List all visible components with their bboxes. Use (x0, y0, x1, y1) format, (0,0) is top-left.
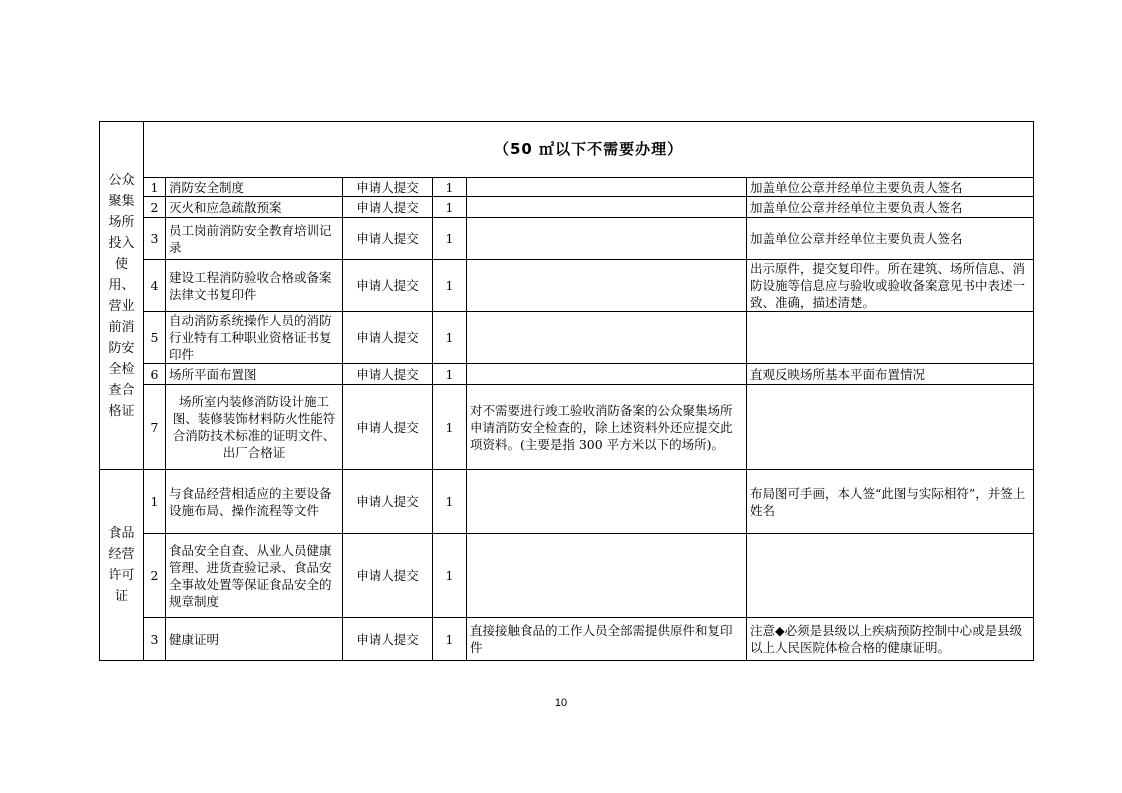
table-row (100, 312, 1034, 364)
category-food-license: 食品经营许可证 (100, 470, 144, 661)
row-number: 4 (144, 260, 166, 312)
table-row (100, 218, 1034, 260)
copy-count: 1 (433, 364, 467, 385)
material-name: 自动消防系统操作人员的消防行业特有工种职业资格证书复印件 (166, 312, 343, 364)
requirement (467, 470, 747, 534)
requirement (467, 534, 747, 618)
submitter: 申请人提交 (343, 364, 433, 385)
requirements-table (99, 121, 1034, 661)
material-name: 建设工程消防验收合格或备案法律文书复印件 (166, 260, 343, 312)
requirement: 直接接触食品的工作人员全部需提供原件和复印件 (467, 618, 747, 661)
row-number: 3 (144, 618, 166, 661)
remark: 出示原件，提交复印件。所在建筑、场所信息、消防设施等信息应与验收或验收备案意见书中表述一致、准确，描述清楚。 (747, 260, 1034, 312)
remark (747, 534, 1034, 618)
copy-count: 1 (433, 385, 467, 470)
row-number: 7 (144, 385, 166, 470)
row-number: 5 (144, 312, 166, 364)
copy-count: 1 (433, 618, 467, 661)
copy-count: 1 (433, 178, 467, 197)
requirement (467, 197, 747, 218)
table-row (100, 364, 1034, 385)
copy-count: 1 (433, 470, 467, 534)
table-row (100, 178, 1034, 197)
requirement (467, 218, 747, 260)
submitter: 申请人提交 (343, 260, 433, 312)
submitter: 申请人提交 (343, 218, 433, 260)
requirement: 对不需要进行竣工验收消防备案的公众聚集场所申请消防安全检查的，除上述资料外还应提交此项资料。(主要是指 300 平方米以下的场所)。 (467, 385, 747, 470)
table-row (100, 534, 1034, 618)
remark (747, 385, 1034, 470)
requirement (467, 364, 747, 385)
page-number: 10 (554, 697, 568, 709)
table-row (100, 260, 1034, 312)
copy-count: 1 (433, 197, 467, 218)
copy-count: 1 (433, 260, 467, 312)
material-name: 员工岗前消防安全教育培训记录 (166, 218, 343, 260)
submitter: 申请人提交 (343, 618, 433, 661)
remark: 加盖单位公章并经单位主要负责人签名 (747, 178, 1034, 197)
material-name: 消防安全制度 (166, 178, 343, 197)
table-row (100, 618, 1034, 661)
row-number: 1 (144, 470, 166, 534)
submitter: 申请人提交 (343, 197, 433, 218)
requirement (467, 312, 747, 364)
submitter: 申请人提交 (343, 534, 433, 618)
remark: 布局图可手画，本人签“此图与实际相符”，并签上姓名 (747, 470, 1034, 534)
header-note-row (100, 122, 1034, 178)
header-note: （50 ㎡以下不需要办理） (144, 122, 1034, 178)
material-name: 灭火和应急疏散预案 (166, 197, 343, 218)
row-number: 1 (144, 178, 166, 197)
row-number: 2 (144, 534, 166, 618)
remark: 注意◆必须是县级以上疾病预防控制中心或是县级以上人民医院体检合格的健康证明。 (747, 618, 1034, 661)
remark: 加盖单位公章并经单位主要负责人签名 (747, 218, 1034, 260)
copy-count: 1 (433, 218, 467, 260)
table-row (100, 470, 1034, 534)
copy-count: 1 (433, 534, 467, 618)
submitter: 申请人提交 (343, 178, 433, 197)
material-name: 与食品经营相适应的主要设备设施布局、操作流程等文件 (166, 470, 343, 534)
requirement (467, 178, 747, 197)
category-fire-safety: 公众聚集场所投入使用、营业前消防安全检查合格证 (100, 122, 144, 470)
row-number: 2 (144, 197, 166, 218)
material-name: 场所室内装修消防设计施工图、装修装饰材料防火性能符合消防技术标准的证明文件、出厂合格证 (166, 385, 343, 470)
submitter: 申请人提交 (343, 470, 433, 534)
row-number: 6 (144, 364, 166, 385)
requirement (467, 260, 747, 312)
remark (747, 312, 1034, 364)
table-row (100, 197, 1034, 218)
remark: 加盖单位公章并经单位主要负责人签名 (747, 197, 1034, 218)
material-name: 食品安全自查、从业人员健康管理、进货查验记录、食品安全事故处置等保证食品安全的规章制度 (166, 534, 343, 618)
remark: 直观反映场所基本平面布置情况 (747, 364, 1034, 385)
copy-count: 1 (433, 312, 467, 364)
row-number: 3 (144, 218, 166, 260)
submitter: 申请人提交 (343, 312, 433, 364)
material-name: 场所平面布置图 (166, 364, 343, 385)
submitter: 申请人提交 (343, 385, 433, 470)
material-name: 健康证明 (166, 618, 343, 661)
table-row (100, 385, 1034, 470)
